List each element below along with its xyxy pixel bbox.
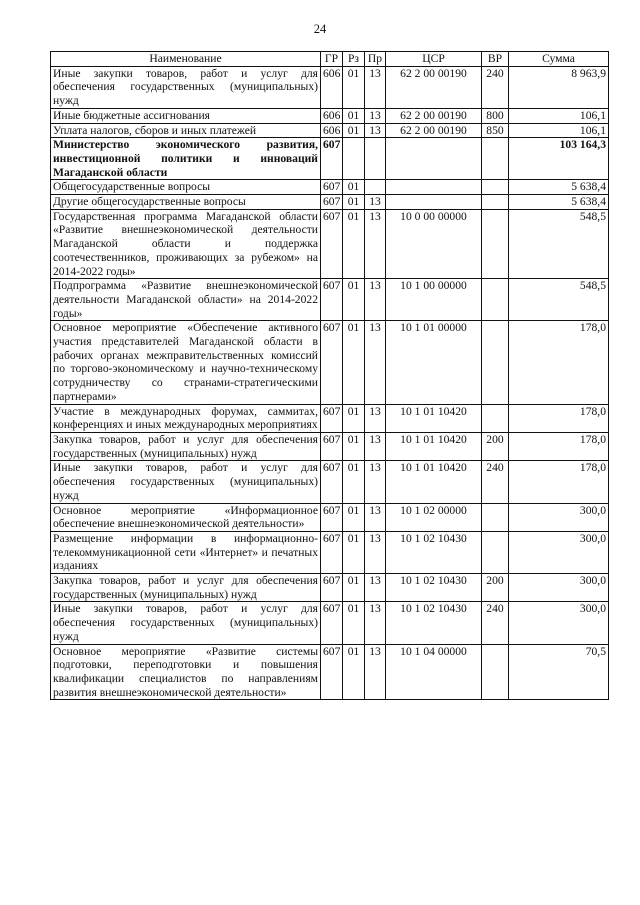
cell-vr: 850 (482, 123, 509, 138)
cell-name: Министерство экономического развития, инвестиционной политики и инноваций Магаданской области (51, 138, 321, 180)
cell-sum: 300,0 (509, 602, 609, 644)
cell-gr: 607 (321, 503, 343, 531)
header-vr: ВР (482, 52, 509, 67)
cell-name: Иные закупки товаров, работ и услуг для обеспечения государственных (муниципальных) нужд (51, 461, 321, 503)
cell-sum: 8 963,9 (509, 66, 609, 108)
cell-sum: 70,5 (509, 644, 609, 700)
cell-rz: 01 (343, 108, 365, 123)
cell-rz: 01 (343, 321, 365, 404)
table-row (51, 180, 609, 195)
cell-rz: 01 (343, 644, 365, 700)
cell-vr (482, 138, 509, 180)
cell-vr (482, 279, 509, 321)
cell-vr: 200 (482, 574, 509, 602)
cell-gr: 607 (321, 279, 343, 321)
cell-pr: 13 (365, 123, 386, 138)
cell-pr: 13 (365, 66, 386, 108)
cell-vr (482, 404, 509, 432)
table-row (51, 644, 609, 700)
cell-rz: 01 (343, 209, 365, 279)
cell-pr: 13 (365, 503, 386, 531)
cell-name: Закупка товаров, работ и услуг для обеспечения государственных (муниципальных) нужд (51, 432, 321, 460)
cell-csr (386, 180, 482, 195)
cell-rz: 01 (343, 531, 365, 573)
header-csr: ЦСР (386, 52, 482, 67)
cell-vr: 240 (482, 66, 509, 108)
cell-name: Государственная программа Магаданской области «Развитие внешнеэкономической деятельности Магаданской области и поддержка соотечественников, проживающих за рубежом» на 2014-2022 годы» (51, 209, 321, 279)
cell-csr: 10 1 01 00000 (386, 321, 482, 404)
header-pr: Пр (365, 52, 386, 67)
cell-vr (482, 644, 509, 700)
cell-gr: 607 (321, 180, 343, 195)
cell-gr: 607 (321, 461, 343, 503)
cell-gr: 607 (321, 209, 343, 279)
table-row (51, 404, 609, 432)
cell-rz: 01 (343, 404, 365, 432)
cell-csr: 10 1 00 00000 (386, 279, 482, 321)
table-row (51, 108, 609, 123)
cell-vr (482, 321, 509, 404)
cell-sum: 178,0 (509, 404, 609, 432)
cell-gr: 607 (321, 574, 343, 602)
cell-csr: 10 1 02 10430 (386, 531, 482, 573)
cell-name: Уплата налогов, сборов и иных платежей (51, 123, 321, 138)
cell-vr (482, 195, 509, 210)
cell-pr (365, 180, 386, 195)
cell-vr (482, 209, 509, 279)
header-name: Наименование (51, 52, 321, 67)
cell-csr: 10 1 01 10420 (386, 432, 482, 460)
table-row (51, 279, 609, 321)
cell-vr: 240 (482, 461, 509, 503)
cell-gr: 606 (321, 66, 343, 108)
cell-csr: 10 1 04 00000 (386, 644, 482, 700)
cell-name: Размещение информации в информационно-телекоммуникационной сети «Интернет» и печатных изданиях (51, 531, 321, 573)
cell-name: Другие общегосударственные вопросы (51, 195, 321, 210)
cell-name: Иные бюджетные ассигнования (51, 108, 321, 123)
cell-rz: 01 (343, 123, 365, 138)
cell-name: Общегосударственные вопросы (51, 180, 321, 195)
cell-sum: 5 638,4 (509, 180, 609, 195)
table-row (51, 574, 609, 602)
cell-vr (482, 180, 509, 195)
cell-pr: 13 (365, 108, 386, 123)
cell-rz: 01 (343, 602, 365, 644)
cell-name: Основное мероприятие «Информационное обеспечение внешнеэкономической деятельности» (51, 503, 321, 531)
cell-vr (482, 531, 509, 573)
cell-gr: 606 (321, 123, 343, 138)
cell-sum: 178,0 (509, 321, 609, 404)
cell-rz: 01 (343, 574, 365, 602)
cell-gr: 607 (321, 404, 343, 432)
cell-sum: 178,0 (509, 432, 609, 460)
cell-name: Иные закупки товаров, работ и услуг для обеспечения государственных (муниципальных) нужд (51, 66, 321, 108)
table-row (51, 195, 609, 210)
cell-csr: 62 2 00 00190 (386, 123, 482, 138)
cell-sum: 5 638,4 (509, 195, 609, 210)
table-row (51, 123, 609, 138)
cell-rz (343, 138, 365, 180)
table-row (51, 138, 609, 180)
header-rz: Рз (343, 52, 365, 67)
cell-rz: 01 (343, 461, 365, 503)
cell-csr (386, 138, 482, 180)
table-row (51, 503, 609, 531)
cell-csr: 10 1 02 00000 (386, 503, 482, 531)
cell-sum: 548,5 (509, 279, 609, 321)
cell-name: Участие в международных форумах, саммитах, конференциях и иных международных мероприятиях (51, 404, 321, 432)
cell-csr: 10 0 00 00000 (386, 209, 482, 279)
table-row (51, 602, 609, 644)
header-gr: ГР (321, 52, 343, 67)
cell-sum: 300,0 (509, 503, 609, 531)
cell-pr: 13 (365, 432, 386, 460)
table-row (51, 321, 609, 404)
cell-sum: 548,5 (509, 209, 609, 279)
cell-name: Основное мероприятие «Развитие системы подготовки, переподготовки и повышения квалификации специалистов по направлениям развития внешнеэкономической деятельности» (51, 644, 321, 700)
cell-rz: 01 (343, 432, 365, 460)
cell-vr: 240 (482, 602, 509, 644)
cell-rz: 01 (343, 180, 365, 195)
cell-vr: 800 (482, 108, 509, 123)
cell-pr: 13 (365, 602, 386, 644)
cell-vr: 200 (482, 432, 509, 460)
cell-csr: 62 2 00 00190 (386, 108, 482, 123)
cell-csr: 62 2 00 00190 (386, 66, 482, 108)
cell-pr: 13 (365, 644, 386, 700)
table-row (51, 209, 609, 279)
cell-rz: 01 (343, 66, 365, 108)
header-sum: Сумма (509, 52, 609, 67)
cell-csr: 10 1 02 10430 (386, 574, 482, 602)
cell-sum: 106,1 (509, 123, 609, 138)
cell-sum: 178,0 (509, 461, 609, 503)
cell-gr: 607 (321, 432, 343, 460)
cell-pr: 13 (365, 279, 386, 321)
cell-csr: 10 1 01 10420 (386, 404, 482, 432)
cell-pr (365, 138, 386, 180)
cell-sum: 106,1 (509, 108, 609, 123)
table-row (51, 461, 609, 503)
cell-pr: 13 (365, 195, 386, 210)
table-row (51, 66, 609, 108)
cell-pr: 13 (365, 574, 386, 602)
cell-name: Иные закупки товаров, работ и услуг для обеспечения государственных (муниципальных) нужд (51, 602, 321, 644)
cell-name: Подпрограмма «Развитие внешнеэкономической деятельности Магаданской области» на 2014-2022 годы» (51, 279, 321, 321)
cell-pr: 13 (365, 461, 386, 503)
table-header-row (51, 52, 609, 67)
cell-name: Закупка товаров, работ и услуг для обеспечения государственных (муниципальных) нужд (51, 574, 321, 602)
cell-gr: 607 (321, 138, 343, 180)
budget-table (50, 51, 609, 700)
cell-gr: 607 (321, 602, 343, 644)
cell-pr: 13 (365, 404, 386, 432)
table-row (51, 432, 609, 460)
cell-gr: 607 (321, 531, 343, 573)
cell-gr: 607 (321, 321, 343, 404)
cell-pr: 13 (365, 209, 386, 279)
cell-rz: 01 (343, 279, 365, 321)
cell-vr (482, 503, 509, 531)
page-number: 24 (313, 22, 327, 36)
cell-gr: 607 (321, 195, 343, 210)
cell-sum: 103 164,3 (509, 138, 609, 180)
cell-csr: 10 1 02 10430 (386, 602, 482, 644)
cell-gr: 607 (321, 644, 343, 700)
cell-sum: 300,0 (509, 574, 609, 602)
table-row (51, 531, 609, 573)
cell-pr: 13 (365, 531, 386, 573)
cell-rz: 01 (343, 195, 365, 210)
cell-sum: 300,0 (509, 531, 609, 573)
cell-name: Основное мероприятие «Обеспечение активного участия представителей Магаданской области в рабочих органах межправительственных комиссий по торгово-экономическому и научно-техническому сотрудничеству со странами-стратегическими партнерами» (51, 321, 321, 404)
cell-pr: 13 (365, 321, 386, 404)
cell-rz: 01 (343, 503, 365, 531)
cell-csr: 10 1 01 10420 (386, 461, 482, 503)
cell-gr: 606 (321, 108, 343, 123)
cell-csr (386, 195, 482, 210)
